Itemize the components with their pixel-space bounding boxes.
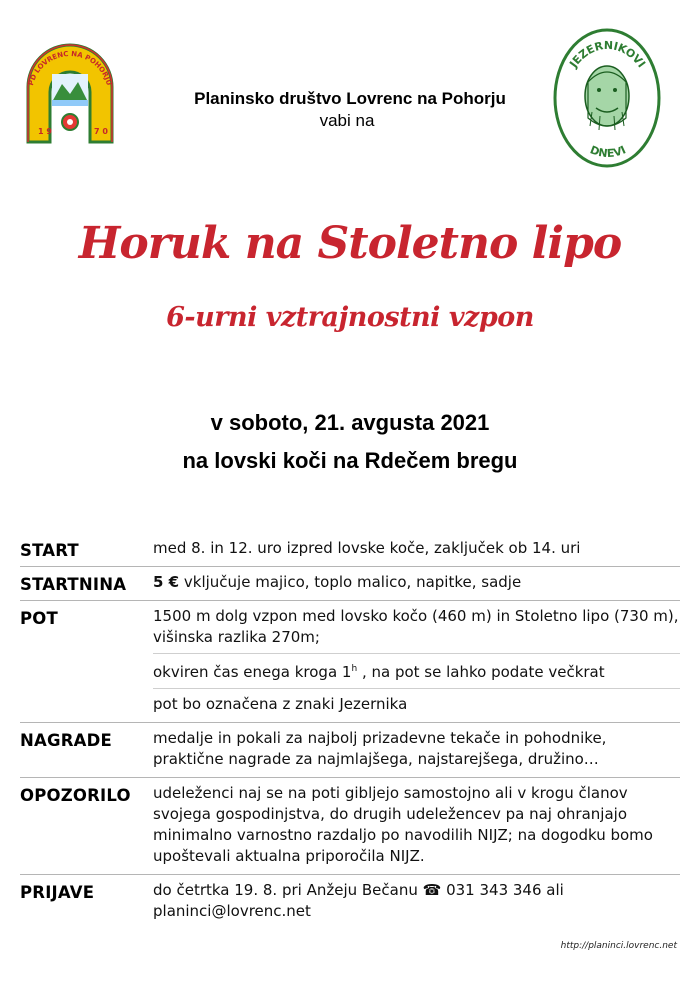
event-date: v soboto, 21. avgusta 2021	[210, 410, 490, 435]
start-text: med 8. in 12. uro izpred lovske koče, zaključek ob 14. uri	[153, 539, 581, 557]
warning-text: udeleženci naj se na poti gibljejo samostojno ali v krogu članov svojega gospodinjstva, do drugih udeležencev pa naj ohranjajo minimalno varnostno razdaljo po navodilih NIJZ; na dogodku bomo upoštevali aktualna priporočila NIJZ.	[153, 784, 653, 865]
logo-year-right: 7 0	[94, 127, 108, 136]
prizes-label: NAGRADE	[20, 731, 112, 750]
event-title: Horuk na Stoletno lipo	[78, 218, 622, 269]
registration-email[interactable]: planinci@lovrenc.net	[153, 902, 311, 920]
fee-description: vključuje majico, toplo malico, napitke, sadje	[179, 573, 522, 591]
info-row-start	[20, 533, 680, 566]
svg-text:DNEVI: DNEVI	[588, 143, 628, 161]
phone-icon: ☎	[422, 881, 442, 899]
warning-label: OPOZORILO	[20, 786, 131, 805]
logo-year-left: 1 9	[38, 127, 52, 136]
route-line-3: pot bo označena z znaki Jezernika	[153, 688, 680, 715]
organizer-block	[0, 88, 680, 132]
event-subtitle: 6-urni vztrajnostni vzpon	[166, 302, 534, 333]
route-line-2: okviren čas enega kroga 1$^h$ , na pot se lahko podate večkrat	[153, 653, 680, 683]
organizer-name: Planinsko društvo Lovrenc na Pohorju	[194, 89, 506, 108]
info-row-route	[20, 600, 680, 722]
prizes-text: medalje in pokali za najbolj prizadevne tekače in pohodnike, praktične nagrade za najmlajšega, najstarejšega, družino…	[153, 729, 607, 768]
info-row-prizes	[20, 722, 680, 777]
invite-text: vabi na	[319, 111, 375, 130]
registration-text: do četrtka 19. 8. pri Anžeju Bečanu ☎ 031 343 346 ali planinci@lovrenc.net	[153, 881, 564, 920]
svg-text:PD LOVRENC NA POHORJU: PD LOVRENC NA POHORJU	[27, 49, 113, 87]
info-table	[20, 533, 680, 929]
fee-label: STARTNINA	[20, 575, 127, 594]
start-label: START	[20, 541, 79, 560]
registration-label: PRIJAVE	[20, 883, 95, 902]
info-row-fee	[20, 566, 680, 600]
fee-amount: 5 €	[153, 573, 180, 591]
footer-url-link[interactable]: http://planinci.lovrenc.net	[560, 941, 677, 951]
event-venue: na lovski koči na Rdečem bregu	[182, 448, 518, 473]
info-row-registration	[20, 874, 680, 929]
info-row-warning	[20, 777, 680, 874]
route-text	[153, 601, 680, 722]
svg-text:JEZERNIKOVI: JEZERNIKOVI	[566, 38, 649, 71]
route-label: POT	[20, 609, 58, 628]
fee-text	[153, 567, 680, 600]
route-line-1: 1500 m dolg vzpon med lovsko kočo (460 m) in Stoletno lipo (730 m), višinska razlika 270m;	[153, 607, 679, 646]
